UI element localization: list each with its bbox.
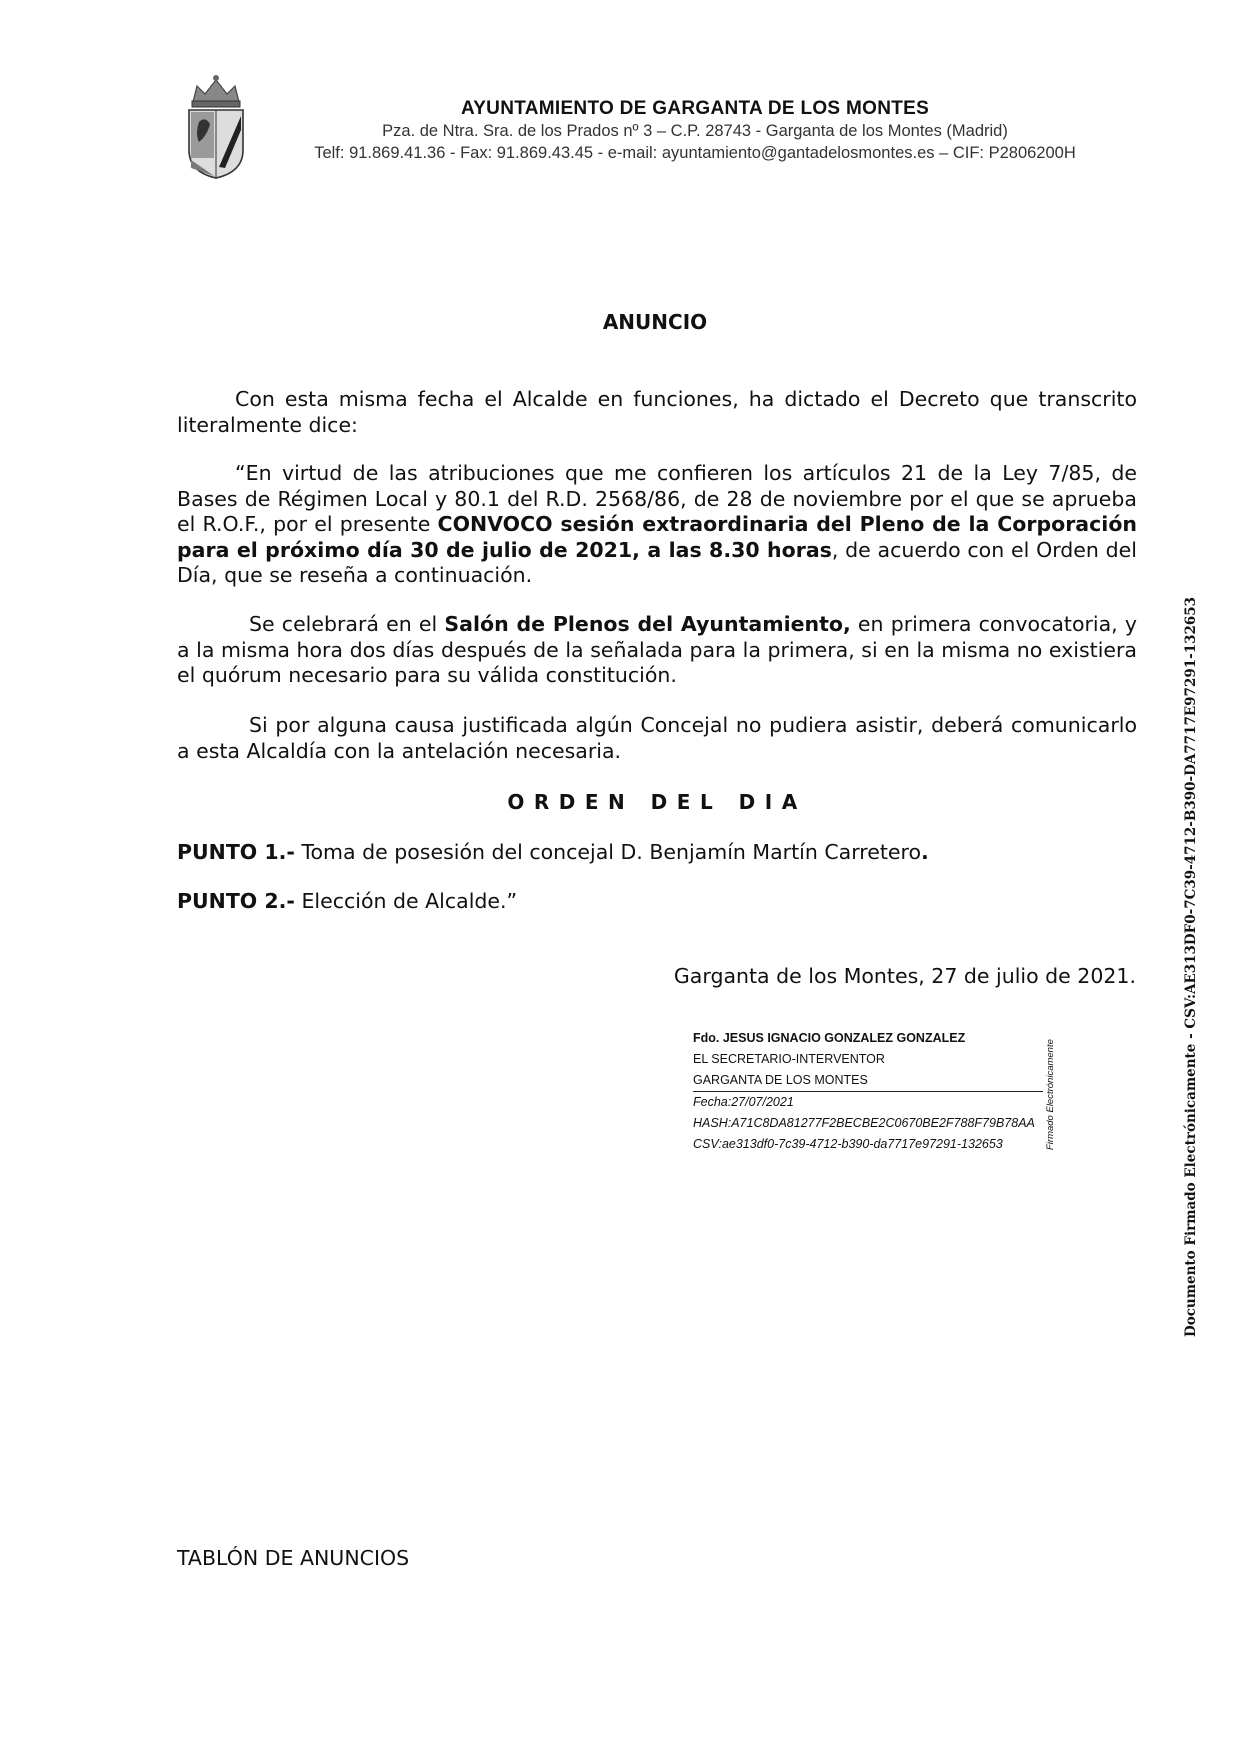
paragraph-venue-place: Salón de Plenos del Ayuntamiento,	[444, 612, 851, 636]
document-heading: ANUNCIO	[602, 310, 708, 334]
signature-date: Fecha:27/07/2021	[693, 1095, 794, 1109]
signer-name: Fdo. JESUS IGNACIO GONZALEZ GONZALEZ	[693, 1031, 966, 1045]
agenda-item-2-text: Elección de Alcalde.”	[294, 889, 518, 913]
signature-vertical-label: Firmado Electrónicamente	[1045, 1039, 1056, 1150]
paragraph-decree	[177, 461, 1137, 589]
agenda-item-2-label: PUNTO 2.-	[177, 889, 295, 913]
agenda-item-2	[177, 889, 1137, 913]
paragraph-intro: Con esta misma fecha el Alcalde en funciones, ha dictado el Decreto que transcrito literalmente dice:	[177, 387, 1137, 437]
header-contact: Telf: 91.869.41.36 - Fax: 91.869.43.45 - e-mail: ayuntamiento@gantadelosmontes.es – CIF: P2806200H	[314, 144, 1076, 162]
place-and-date: Garganta de los Montes, 27 de julio de 2021.	[673, 964, 1136, 988]
paragraph-decree-text-c: , de acuerdo con el Orden del Día, que se reseña a continuación.	[177, 537, 1137, 587]
paragraph-venue-text-c: en primera convocatoria, y a la misma hora dos días después de la señalada para la primera, si en la misma no existiera el quórum necesario para su válida constitución.	[177, 612, 1137, 687]
signature-hash: HASH:A71C8DA81277F2BECBE2C0670BE2F788F79B78AA	[693, 1116, 1035, 1130]
header-address: Pza. de Ntra. Sra. de los Prados nº 3 – C.P. 28743 - Garganta de los Montes (Madrid)	[382, 122, 1008, 140]
signature-block	[693, 1028, 1043, 1155]
signature-csv: CSV:ae313df0-7c39-4712-b390-da7717e97291-132653	[693, 1137, 1003, 1151]
paragraph-decree-convocation: CONVOCO sesión extraordinaria del Pleno de la Corporación para el próximo día 30 de julio de 2021, a las 8.30 horas	[177, 512, 1137, 562]
coat-of-arms-icon	[183, 72, 249, 180]
paragraph-venue-text-a: Se celebrará en el	[249, 612, 445, 636]
agenda-item-1	[177, 840, 1137, 864]
agenda-item-1-text: Toma de posesión del concejal D. Benjamín Martín Carretero	[294, 840, 922, 864]
paragraph-venue	[177, 612, 1137, 689]
paragraph-absence: Si por alguna causa justificada algún Concejal no pudiera asistir, deberá comunicarlo a esta Alcaldía con la antelación necesaria.	[177, 713, 1137, 763]
footer-label: TABLÓN DE ANUNCIOS	[177, 1546, 410, 1570]
signer-role: EL SECRETARIO-INTERVENTOR	[693, 1052, 885, 1066]
signer-entity: GARGANTA DE LOS MONTES	[693, 1070, 1043, 1092]
header-title: AYUNTAMIENTO DE GARGANTA DE LOS MONTES	[460, 98, 930, 119]
paragraph-decree-text-a: “En virtud de las atribuciones que me confieren los artículos 21 de la Ley 7/85, de Bases de Régimen Local y 80.1 del R.D. 2568/86, de 28 de noviembre por el que se aprueba el R.O.F., por el presente	[177, 461, 1137, 536]
agenda-heading: ORDEN DEL DIA	[507, 790, 807, 814]
agenda-item-1-end: .	[921, 840, 929, 864]
csv-side-label: Documento Firmado Electrónicamente - CSV:AE313DF0-7C39-4712-B390-DA7717E97291-132653	[1183, 596, 1199, 1337]
agenda-item-1-label: PUNTO 1.-	[177, 840, 295, 864]
